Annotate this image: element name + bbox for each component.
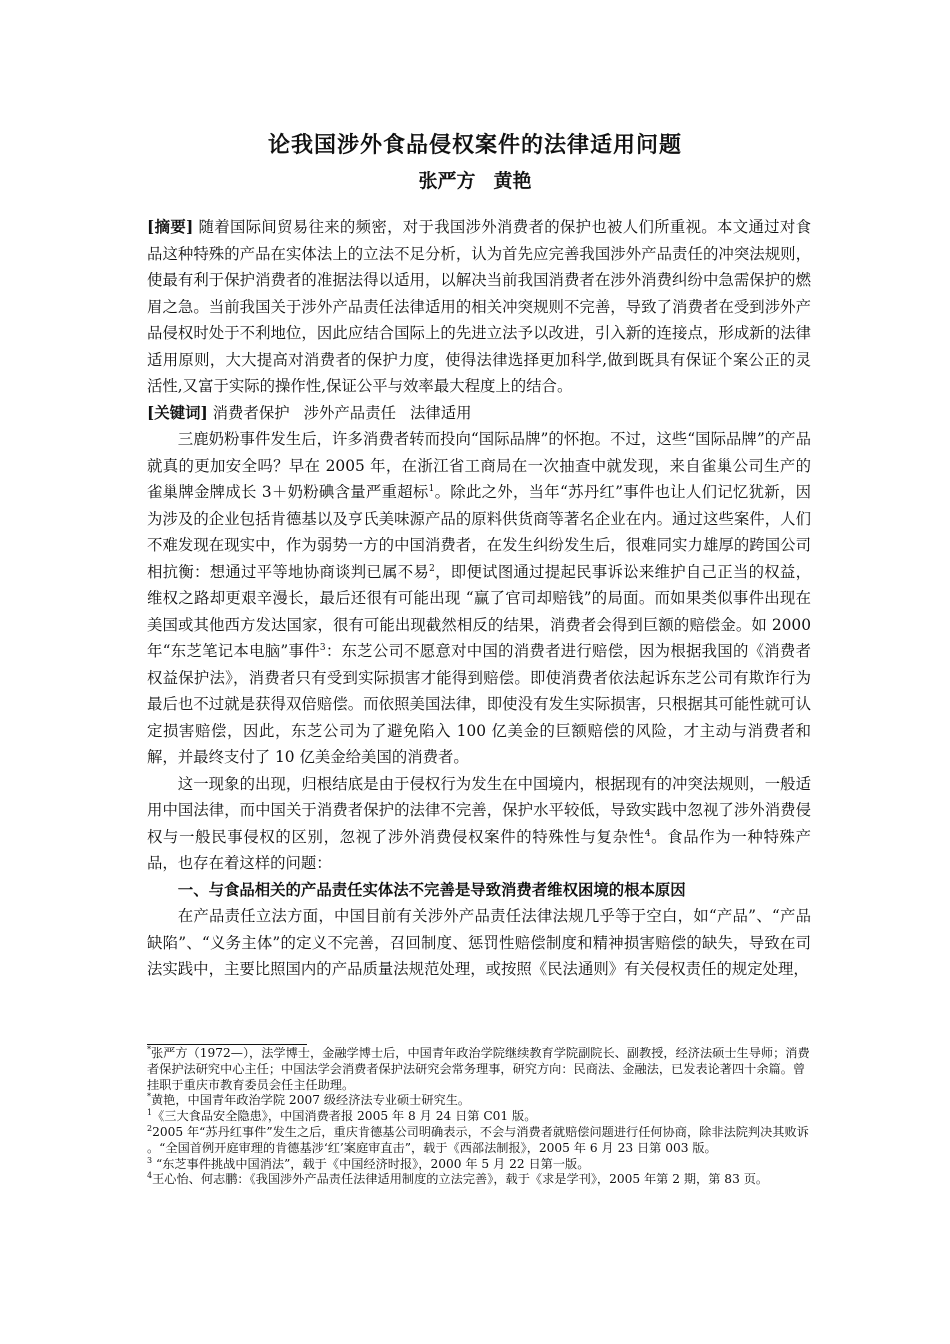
body-paragraph: [147, 771, 811, 877]
paragraph-text: 这一现象的出现，归根结底是由于侵权行为发生在中国境内，根据现有的冲突法规则，一般适用中国法律，而中国关于消费者保护的法律不完善，保护水平较低，导致实践中忽视了涉外消费侵权与一般民事侵权的区别，忽视了涉外消费侵权案件的特殊性与复杂性: [147, 774, 811, 846]
section-heading: 一、与食品相关的产品责任实体法不完善是导致消费者维权困境的根本原因: [177, 880, 686, 899]
footnote: [147, 1046, 811, 1093]
paragraph-text: 。食品作为一种特殊产品，也存在着这样的问题：: [147, 827, 811, 872]
abstract-text: 随着国际间贸易往来的频密，对于我国涉外消费者的保护也被人们所重视。本文通过对食品这种特殊的产品在实体法上的立法不足分析，认为首先应完善我国涉外产品责任的冲突法规则，使最有利于保护消费者的准据法得以适用，以解决当前我国消费者在涉外消费纠纷中急需保护的燃眉之急。当前我国关于涉外产品责任法律适用的相关冲突规则不完善，导致了消费者在受到涉外产品侵权时处于不利地位，因此应结合国际上的先进立法予以改进，引入新的连接点，形成新的法律适用原则，大大提高对消费者的保护力度，使得法律选择更加科学,做到既具有保证个案公正的灵活性,又富于实际的操作性,保证公平与效率最大程度上的结合。: [147, 218, 811, 395]
footnote-text: “东芝事件挑战中国消法”，载于《中国经济时报》，2000 年 5 月 22 日第一版。: [152, 1156, 590, 1171]
footnote-ref[interactable]: 1: [428, 483, 435, 494]
footnote-mark: *: [147, 1044, 151, 1054]
footnote: [147, 1093, 811, 1109]
author-name: 黄艳: [493, 170, 532, 192]
footnote-ref[interactable]: 2: [429, 563, 435, 574]
author-line: [0, 166, 950, 193]
keywords: [147, 400, 811, 427]
body-paragraph: [147, 426, 811, 771]
footnote: [147, 1109, 811, 1125]
author-name: 张严方: [418, 170, 476, 192]
paragraph-text: ，即便试图通过提起民事诉讼来维护自己正当的权益，维权之路却更艰辛漫长，最后还很有可能出现 “赢了官司却赔钱”的局面。而如果类似事件出现在美国或其他西方发达国家，很有可能出现截然相反的结果，消费者会得到巨额的赔偿金。如 2000 年“东芝笔记本电脑”事件: [147, 562, 811, 660]
body-paragraph: 在产品责任立法方面，中国目前有关涉外产品责任法律法规几乎等于空白，如“产品”、“产品缺陷”、“义务主体”的定义不完善，召回制度、惩罚性赔偿制度和精神损害赔偿的缺失，导致在司法实践中，主要比照国内的产品质量法规范处理，或按照《民法通则》有关侵权责任的规定处理，: [147, 907, 811, 978]
abstract: [147, 214, 811, 400]
footnote-mark: 2: [147, 1123, 153, 1133]
abstract-label: [摘要]: [147, 218, 194, 236]
paragraph-text: 。除此之外，当年“苏丹红”事件也让人们记忆犹新，因为涉及的企业包括肯德基以及亨氏美味源产品的原料供货商等著名企业在内。通过这些案件，人们不难发现在现实中，作为弱势一方的中国消费者，在发生纠纷发生后，很难同实力雄厚的跨国公司相抗衡：想通过平等地协商谈判已属不易: [147, 483, 811, 581]
paper-body: [147, 214, 811, 983]
keyword: 法律适用: [409, 403, 472, 422]
footnote-mark: 1: [147, 1108, 153, 1118]
footnote-ref[interactable]: 4: [644, 828, 651, 839]
paragraph-text: 三鹿奶粉事件发生后，许多消费者转而投向“国际品牌”的怀抱。不过，这些“国际品牌”的产品就真的更加安全吗？早在 2005 年，在浙江省工商局在一次抽查中就发现，来自雀巢公司生产的雀巢牌金牌成长 3＋奶粉碘含量严重超标: [147, 430, 811, 501]
footnote-divider: [147, 1044, 307, 1045]
keywords-label: [关键词]: [147, 403, 208, 422]
footnote-text: 张严方（1972—），法学博士，金融学博士后，中国青年政治学院继续教育学院副院长、副教授，经济法硕士生导师；消费者保护法研究中心主任；中国法学会消费者保护法研究会常务理事，研究方向：民商法、金融法，已发表论著四十余篇。曾挂职于重庆市教育委员会任主任助理。: [147, 1046, 810, 1092]
footnote-ref[interactable]: 3: [319, 642, 326, 653]
keyword: 消费者保护: [212, 403, 290, 422]
footnote-mark: *: [147, 1092, 151, 1102]
paragraph-text: ：东芝公司不愿意对中国的消费者进行赔偿，因为根据我国的《消费者权益保护法》，消费者只有受到实际损害才能得到赔偿。即使消费者依法起诉东芝公司有欺诈行为最后也不过就是获得双倍赔偿。而依照美国法律，即使没有发生实际损害，只根据其可能性就可认定损害赔偿，因此，东芝公司为了避免陷入 100 亿美金的巨额赔偿的风险，才主动与消费者和解，并最终支付了 10 亿美金给美国的消费者。: [147, 642, 811, 766]
footnote-text: 王心怡、何志鹏：《我国涉外产品责任法律适用制度的立法完善》，载于《求是学刊》，2005 年第 2 期，第 83 页。: [152, 1172, 769, 1187]
footnotes: [147, 1046, 811, 1188]
footnote-text: 2005 年“苏丹红事件”发生之后，重庆肯德基公司明确表示，不会与消费者就赔偿问题进行任何协商，除非法院判决其败诉 。“全国首例开庭审理的肯德基涉‘红’案庭审直击”，载于《西部法制报》，2005 年 6 月 23 日第 003 版。: [147, 1124, 809, 1155]
keyword: 涉外产品责任: [303, 403, 396, 422]
footnote: [147, 1157, 811, 1173]
paper-title: 论我国涉外食品侵权案件的法律适用问题: [267, 133, 682, 158]
footnote: [147, 1172, 811, 1188]
footnote: [147, 1125, 811, 1157]
footnote-mark: 4: [147, 1171, 153, 1181]
footnote-mark: 3: [147, 1155, 153, 1165]
footnote-text: 《三大食品安全隐患》，中国消费者报 2005 年 8 月 24 日第 C01 版。: [152, 1109, 537, 1124]
footnote-text: 黄艳，中国青年政治学院 2007 级经济法专业硕士研究生。: [151, 1093, 471, 1108]
